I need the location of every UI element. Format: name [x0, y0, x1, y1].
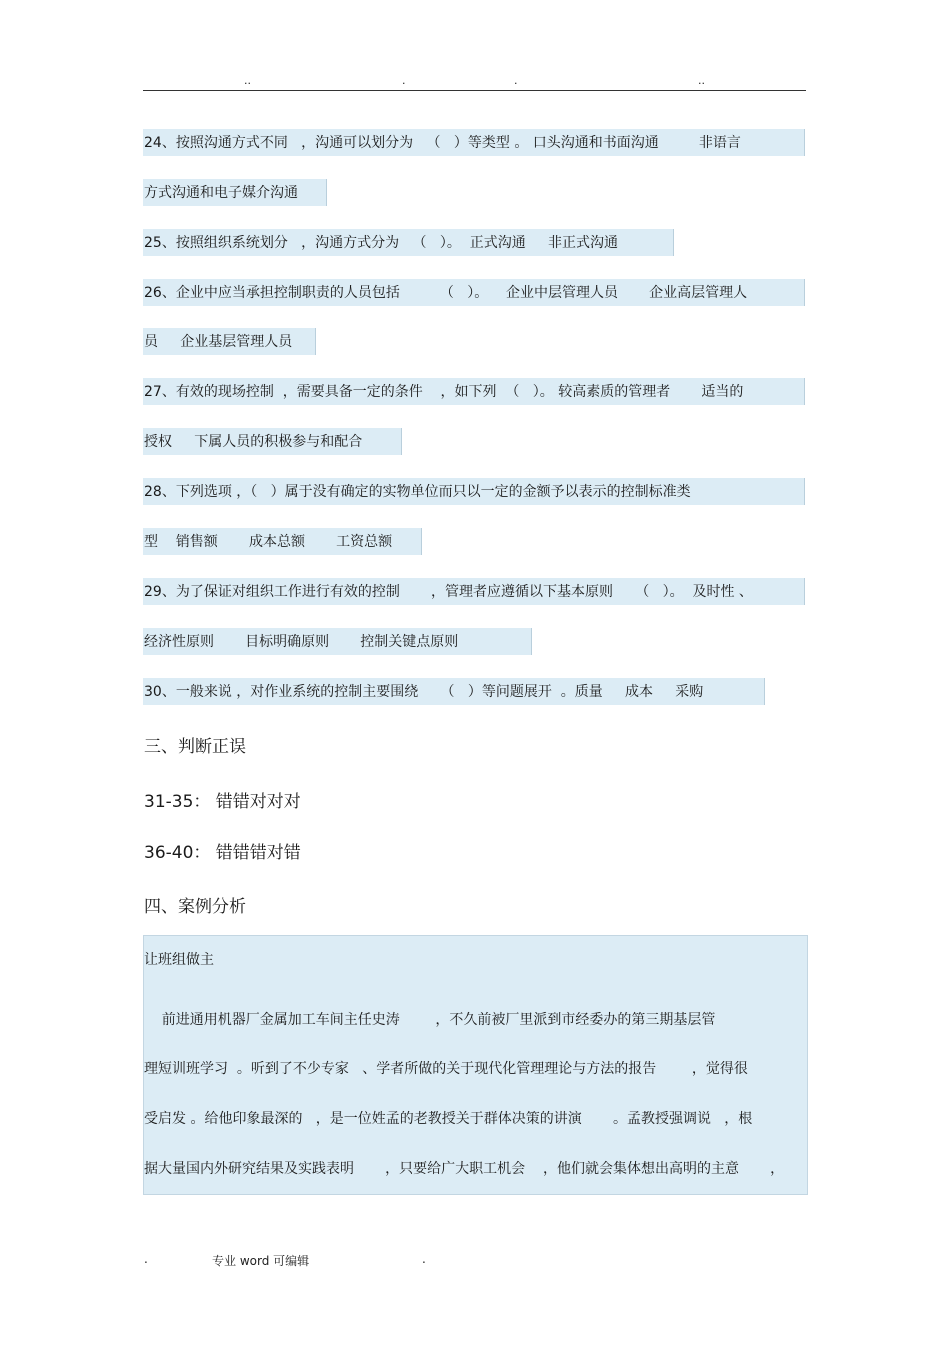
case-line-2: 理短训班学习 。听到了不少专家 、学者所做的关于现代化管理理论与方法的报告 ，觉得很 [144, 1061, 748, 1077]
case-title: 让班组做主 [144, 952, 214, 968]
question-30-line-1: 30、一般来说 ，对作业系统的控制主要围绕 （ ）等问题展开 。质量 成本 采购 [144, 684, 704, 700]
question-29-line-2: 经济性原则 目标明确原则 控制关键点原则 [144, 634, 459, 650]
question-24-line-2: 方式沟通和电子媒介沟通 [144, 185, 298, 201]
question-26-line-1: 26、企业中应当承担控制职责的人员包括 （ ）。 企业中层管理人员 企业高层管理人 [144, 285, 748, 301]
page-header [143, 70, 806, 91]
question-25-line-1: 25、按照组织系统划分 ，沟通方式分为 （ ）。 正式沟通 非正式沟通 [144, 235, 619, 251]
judge-answers-36-40: 36-40： 错错错对错 [144, 843, 301, 863]
judge-answers-31-35: 31-35： 错错对对对 [144, 792, 301, 812]
footer-text: 专业 word 可编辑 [212, 1254, 310, 1268]
question-28-line-2: 型 销售额 成本总额 工资总额 [144, 534, 393, 550]
question-26-line-2: 员 企业基层管理人员 [144, 334, 293, 350]
section-case-title: 四、案例分析 [144, 897, 246, 917]
case-line-4: 据大量国内外研究结果及实践表明 ，只要给广大职工机会 ，他们就会集体想出高明的主意 ， [144, 1161, 785, 1177]
header-mark-4: .. [698, 74, 705, 87]
header-mark-3: . [514, 74, 518, 87]
header-mark-2: . [402, 74, 406, 87]
question-28-line-1: 28、下列选项 ，（ ）属于没有确定的实物单位而只以一定的金额予以表示的控制标准类 [144, 484, 691, 500]
header-mark-1: .. [244, 74, 251, 87]
footer-dot-right: . [422, 1252, 426, 1266]
question-27-line-2: 授权 下属人员的积极参与和配合 [144, 434, 363, 450]
question-29-line-1: 29、为了保证对组织工作进行有效的控制 ，管理者应遵循以下基本原则 （ ）。 及时性 、 [144, 584, 753, 600]
case-line-3: 受启发 。给他印象最深的 ，是一位姓孟的老教授关于群体决策的讲演 。孟教授强调说 ，根 [144, 1111, 753, 1127]
case-line-1: 前进通用机器厂金属加工车间主任史涛 ，不久前被厂里派到市经委办的第三期基层管 [144, 1012, 716, 1028]
footer-dot-left: . [144, 1252, 148, 1266]
question-24-line-1: 24、按照沟通方式不同 ，沟通可以划分为 （ ）等类型 。 口头沟通和书面沟通 非语言 [144, 135, 741, 151]
section-judge-title: 三、判断正误 [144, 737, 246, 757]
question-27-line-1: 27、有效的现场控制 ，需要具备一定的条件 ，如下列 （ ）。 较高素质的管理者 适当的 [144, 384, 744, 400]
